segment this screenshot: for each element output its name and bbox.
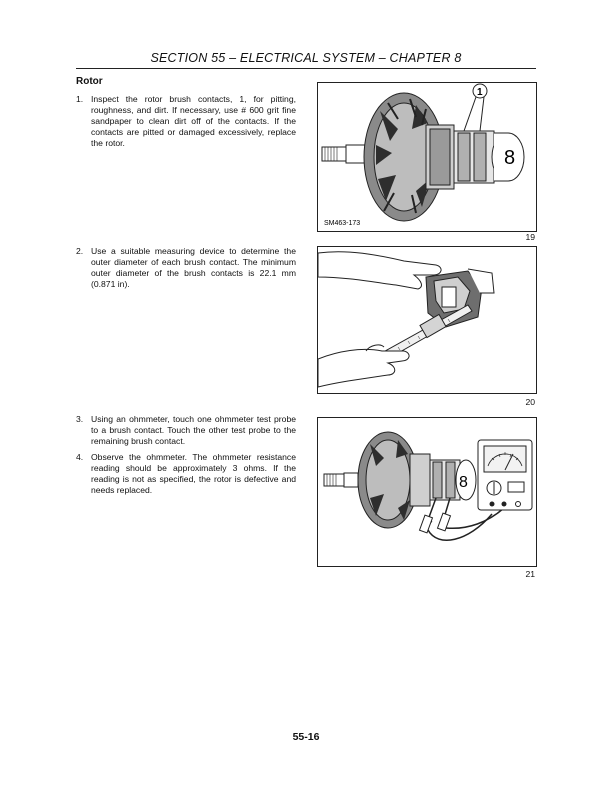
figure-19-rotor-brush-contacts bbox=[317, 82, 537, 232]
figure-21-ohmmeter-test bbox=[317, 417, 537, 567]
figure-number-20: 20 bbox=[525, 397, 535, 407]
step-number: 1. bbox=[76, 94, 84, 104]
step-4 bbox=[76, 452, 296, 496]
measuring-illustration bbox=[318, 247, 536, 393]
shaft-mark: 8 bbox=[504, 147, 516, 169]
step-text: Using an ohmmeter, touch one ohmmeter test probe to a brush contact. Touch the other test probe to the remaining brush contact. bbox=[91, 414, 296, 446]
step-number: 4. bbox=[76, 452, 84, 462]
header-rule bbox=[76, 68, 536, 69]
step-2 bbox=[76, 246, 296, 290]
shaft-mark: 8 bbox=[459, 474, 468, 491]
step-number: 3. bbox=[76, 414, 84, 424]
step-3 bbox=[76, 414, 296, 447]
section-header: SECTION 55 – ELECTRICAL SYSTEM – CHAPTER 8 bbox=[150, 51, 462, 65]
step-1 bbox=[76, 94, 296, 149]
step-text: Use a suitable measuring device to determine the outer diameter of each brush contact. The minimum outer diameter of the brush contacts is 22.1 mm (0.871 in). bbox=[91, 246, 296, 289]
section-title: Rotor bbox=[76, 76, 103, 87]
page-number: 55-16 bbox=[292, 731, 320, 743]
figure-code: SM463-173 bbox=[324, 220, 361, 227]
figure-20-measuring-brush-contact bbox=[317, 246, 537, 394]
ohmmeter-illustration bbox=[318, 418, 536, 566]
step-number: 2. bbox=[76, 246, 84, 256]
figure-number-19: 19 bbox=[525, 232, 535, 242]
callout-label: 1 bbox=[477, 87, 483, 98]
step-text: Observe the ohmmeter. The ohmmeter resistance reading should be approximately 3 ohms. If the reading is not as specified, the rotor is defective and needs replaced. bbox=[91, 452, 296, 495]
figure-number-21: 21 bbox=[525, 569, 535, 579]
rotor-illustration bbox=[318, 83, 536, 231]
step-text: Inspect the rotor brush contacts, 1, for pitting, roughness, and dirt. If necessary, use # 600 grit fine sandpaper to clean dirt off of the contacts. If the contacts are pitted or damaged excessively, replace the rotor. bbox=[91, 94, 296, 148]
